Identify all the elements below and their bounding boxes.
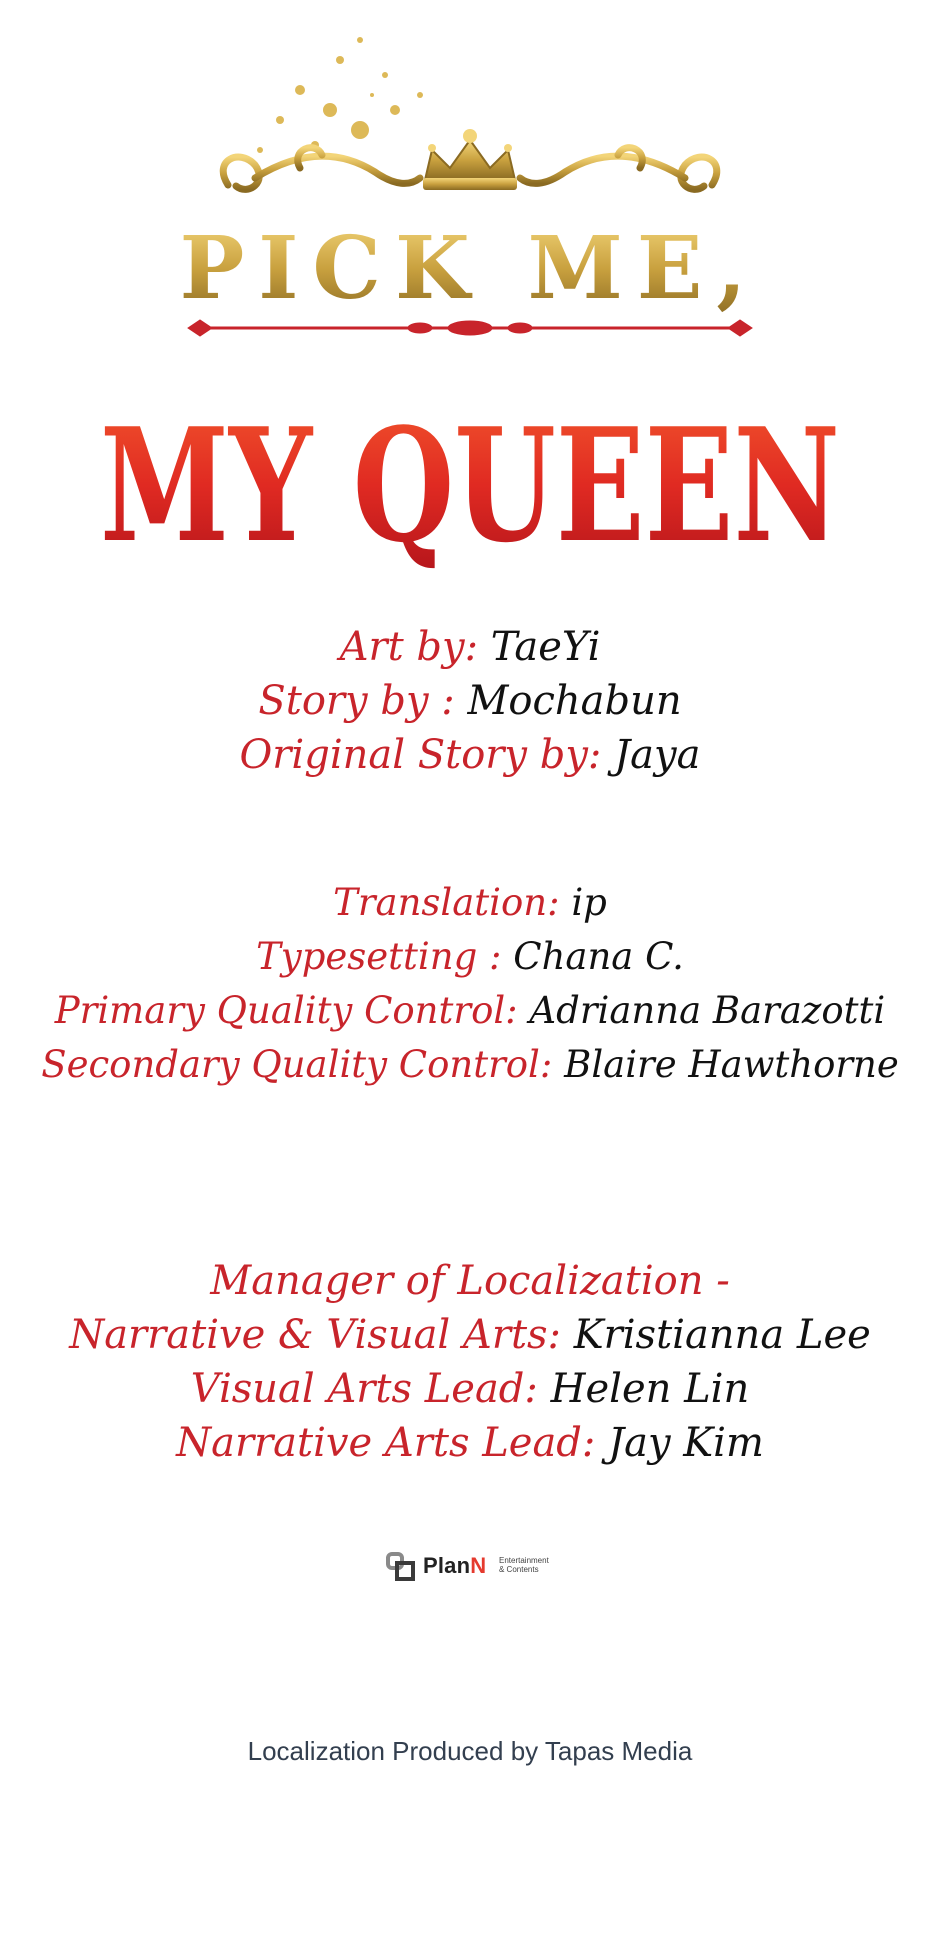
publisher-tagline-1: Entertainment [499, 1556, 549, 1565]
credit-role: Story by : [258, 678, 455, 724]
credits-group-primary [0, 620, 940, 782]
credit-line [0, 1308, 940, 1362]
credit-role: Art by: [339, 624, 479, 670]
credits-group-localization [0, 876, 940, 1092]
credit-role: Narrative & Visual Arts: [69, 1312, 562, 1358]
credit-role: Secondary Quality Control: [41, 1043, 553, 1086]
credit-line [0, 728, 940, 782]
credit-role: Original Story by: [239, 732, 602, 778]
credit-role: Narrative Arts Lead: [176, 1420, 596, 1466]
publisher-name-prefix: Plan [423, 1553, 471, 1578]
logo-line-2: MY QUEEN [100, 394, 840, 577]
publisher-tagline [499, 1556, 569, 1574]
credit-name: TaeYi [490, 624, 601, 670]
credit-name: Mochabun [467, 678, 682, 724]
credit-name: Jaya [614, 732, 701, 778]
plann-mark-icon [385, 1551, 419, 1581]
red-divider-icon [188, 320, 752, 336]
footer-text: Localization Produced by Tapas Media [247, 1736, 693, 1766]
credit-line [0, 1362, 940, 1416]
credit-line [0, 1038, 940, 1092]
credit-line [0, 1416, 940, 1470]
gold-splatter-icon [257, 37, 423, 153]
credit-role: Primary Quality Control: [54, 989, 518, 1032]
manager-heading [0, 1254, 940, 1308]
publisher-logo [385, 1549, 565, 1583]
credit-role: Visual Arts Lead: [190, 1366, 538, 1412]
credit-role: Translation: [333, 881, 560, 924]
logo-line-1: PICK ME, [179, 218, 761, 319]
credit-name: Kristianna Lee [573, 1312, 871, 1358]
credit-role: Typesetting : [256, 935, 502, 978]
credit-line [0, 620, 940, 674]
credit-name: Adrianna Barazotti [529, 989, 886, 1032]
credit-name: ip [571, 881, 607, 924]
credit-role: Manager of Localization - [210, 1258, 730, 1304]
credit-name: Helen Lin [550, 1366, 750, 1412]
title-logo [0, 0, 940, 600]
credit-line [0, 984, 940, 1038]
credit-line [0, 876, 940, 930]
publisher-tagline-2: & Contents [499, 1565, 539, 1574]
credits-group-management [0, 1254, 940, 1470]
credit-line [0, 674, 940, 728]
credit-name: Jay Kim [608, 1420, 764, 1466]
right-flourish-icon [520, 148, 717, 190]
credit-name: Blaire Hawthorne [564, 1043, 899, 1086]
left-flourish-icon [223, 148, 420, 190]
credit-line [0, 930, 940, 984]
crown-icon [423, 129, 517, 190]
publisher-name-suffix: N [470, 1553, 487, 1578]
publisher-name [423, 1553, 486, 1579]
credit-name: Chana C. [513, 935, 684, 978]
title-logo-art [0, 0, 940, 600]
